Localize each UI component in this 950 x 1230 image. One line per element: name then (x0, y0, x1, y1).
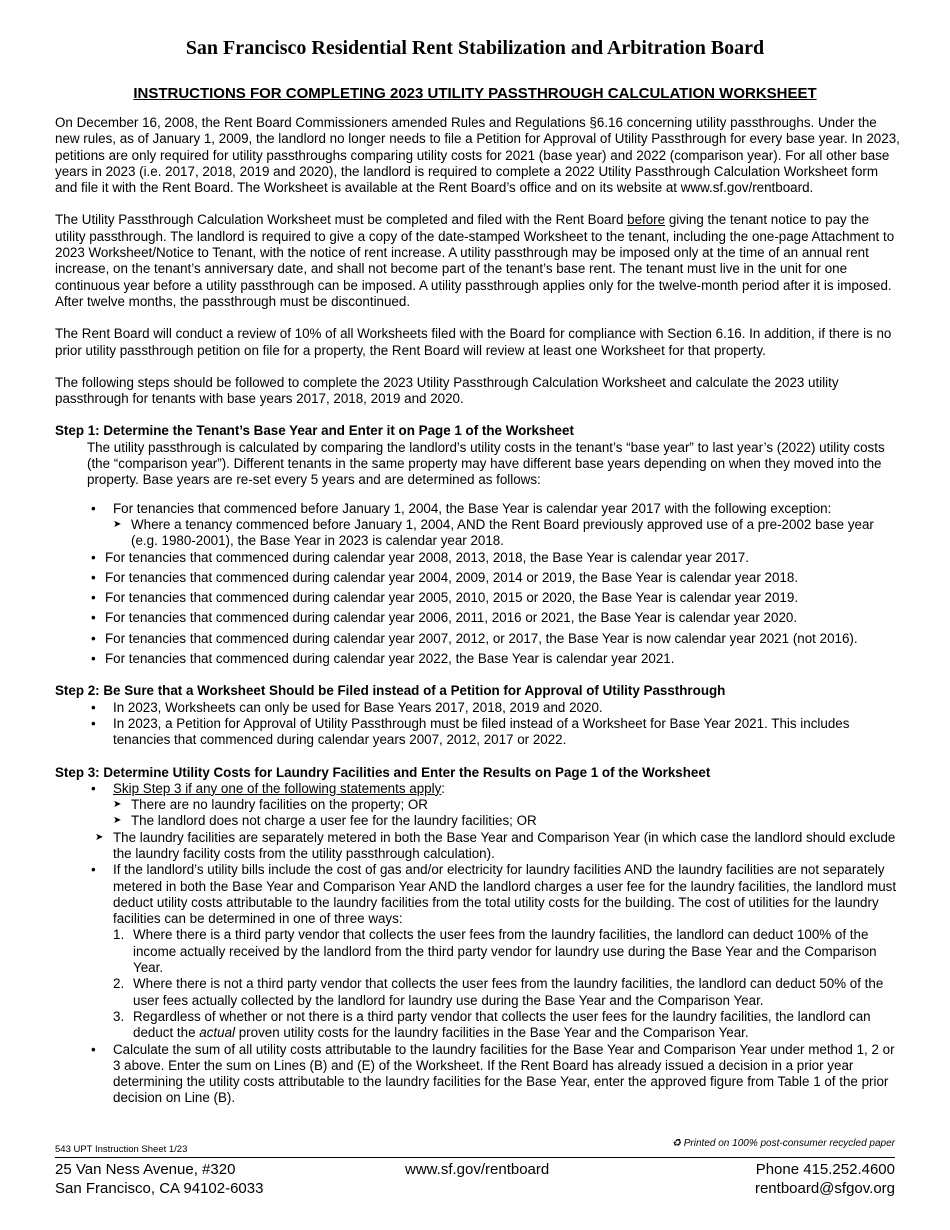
text: Regardless of whether or not there is a third party vendor that collects the user fees for the laundry facilities, the landlord can deduct the (133, 1008, 871, 1041)
step1-intro: The utility passthrough is calculated by comparing the landlord’s utility costs in the tenant’s “base year” to last year’s (2022) utility costs (the “comparison year”). Different tenants in the same property may have different base years depending on when they moved into the property. Base years are re-set every 5 years and are determined as follows: (87, 439, 885, 488)
list-item: • For tenancies that commenced during calendar year 2006, 2011, 2016 or 2021, the Base Year is calendar year 2020. (55, 610, 900, 626)
list-item (113, 976, 900, 1009)
text: : (441, 780, 446, 796)
item-number: 2. (113, 976, 125, 992)
text: Printed on 100% post-consumer recycled paper (683, 1138, 895, 1149)
address (55, 1160, 263, 1198)
skip-step3-text: Skip Step 3 if any one of the following statements apply (113, 780, 442, 796)
list-item: • For tenancies that commenced during calendar year 2007, 2012, or 2017, the Base Year is now calendar year 2021 (not 2016). (55, 631, 900, 647)
item-number: 3. (113, 1008, 125, 1024)
step3-bullets (55, 781, 900, 1107)
list-item: • For tenancies that commenced during calendar year 2022, the Base Year is calendar year 2021. (55, 651, 900, 667)
list-item: • In 2023, Worksheets can only be used for Base Years 2017, 2018, 2019 and 2020. (55, 700, 900, 716)
website-link[interactable]: www.sf.gov/rentboard (405, 1161, 550, 1178)
list-item: ➤ The laundry facilities are separately metered in both the Base Year and Comparison Year (in which case the landlord should exclude the laundry facility costs from the utility passthrough calculation). (95, 830, 900, 863)
list-item (55, 781, 900, 862)
steps-intro-paragraph: The following steps should be followed to complete the 2023 Utility Passthrough Calculation Worksheet and calculate the 2023 utility passthrough for tenants with base years 2017, 2018, 2019 and 2020. (55, 374, 839, 407)
text: proven utility costs for the laundry facilities in the Base Year and the Comparison Year. (235, 1025, 749, 1041)
list-item: • For tenancies that commenced during calendar year 2005, 2010, 2015 or 2020, the Base Year is calendar year 2019. (55, 590, 900, 606)
list-item: ➤ Where a tenancy commenced before January 1, 2004, AND the Rent Board previously approved use of a pre-2002 base year (e.g. 1980-2001), the Base Year in 2023 is calendar year 2018. (113, 517, 900, 550)
email-link[interactable]: rentboard@sfgov.org (754, 1180, 895, 1197)
step1-heading: Step 1: Determine the Tenant’s Base Year and Enter it on Page 1 of the Worksheet (55, 423, 574, 439)
document-title: INSTRUCTIONS FOR COMPLETING 2023 UTILITY PASSTHROUGH CALCULATION WORKSHEET (133, 85, 817, 102)
text: The Utility Passthrough Calculation Worksheet must be completed and filed with the Rent Board (55, 212, 628, 228)
list-item (55, 862, 900, 1041)
phone: Phone 415.252.4600 (755, 1161, 895, 1178)
list-item: • In 2023, a Petition for Approval of Utility Passthrough must be filed instead of a Worksheet for Base Year 2021. This includes tenancies that commenced during calendar years 2007, 2012, 2017 or 2022. (55, 716, 900, 749)
form-code: 543 UPT Instruction Sheet 1/23 (55, 1144, 188, 1155)
list-item: ➤ There are no laundry facilities on the property; OR (113, 797, 900, 813)
text: If the landlord’s utility bills include the cost of gas and/or electricity for laundry facilities AND the laundry facilities are not separately metered in both the Base Year and Comparison Year AND the landlord charges a user fee for the laundry facilities, the landlord must deduct utility costs attributable to the laundry facilities from the total utility costs for the building. The cost of utilities for the laundry facilities can be determined in one of three ways: (113, 862, 897, 927)
contact (755, 1160, 895, 1198)
list-item: ➤ The landlord does not charge a user fee for the laundry facilities; OR (113, 813, 900, 829)
step2-heading: Step 2: Be Sure that a Worksheet Should be Filed instead of a Petition for Approval of Utility Passthrough (55, 683, 726, 699)
emphasis-before: before (627, 212, 666, 228)
sub-list (113, 517, 900, 550)
list-item (55, 501, 900, 550)
intro-paragraph: On December 16, 2008, the Rent Board Commissioners amended Rules and Regulations §6.16 concerning utility passthroughs. Under the new rules, as of January 1, 2009, the landlord no longer needs to file a Petition for Approval of Utility Passthrough for every base year. In 2023, petitions are only required for utility passthroughs comparing utility costs for 2021 (base year) and 2022 (comparison year). For all other base years in 2023 (i.e. 2017, 2018, 2019 and 2020), the landlord is required to complete a 2022 Utility Passthrough Calculation Worksheet form and file it with the Rent Board. The Worksheet is available at the Rent Board’s office and on its website at www.sf.gov/rentboard. (55, 115, 900, 196)
recycled-note (672, 1136, 895, 1152)
list-item (113, 1009, 900, 1042)
list-item: • Calculate the sum of all utility costs attributable to the laundry facilities for the Base Year and Comparison Year under method 1, 2 or 3 above. Enter the sum on Lines (B) and (E) of the Worksheet. If the Rent Board has already issued a decision in a prior year determining the utility costs attributable to the laundry facilities for the Base Year, enter the approved figure from Table 1 of the prior decision on Line (B). (55, 1042, 900, 1107)
address-line: 25 Van Ness Avenue, #320 (55, 1161, 236, 1178)
text: giving the tenant notice to pay the utility passthrough. The landlord is required to give a copy of the date-stamped Worksheet to the tenant, including the one-page Attachment to 2023 Worksheet/Notice to Tenant, with the notice of rent increase. A utility passthrough may be imposed only at the time of an annual rent increase, on the tenant’s anniversary date, and shall not become part of the tenant’s base rent. The tenant must live in the unit for one continuous year before a utility passthrough can be imposed. A utility passthrough applies only for the twelve-month period after it is imposed. After twelve months, the passthrough must be discontinued. (55, 212, 895, 309)
organization-name: San Francisco Residential Rent Stabilization and Arbitration Board (185, 37, 765, 59)
text: For tenancies that commenced before January 1, 2004, the Base Year is calendar year 2017 with the following exception: (113, 500, 832, 516)
step3-heading: Step 3: Determine Utility Costs for Laundry Facilities and Enter the Results on Page 1 of the Worksheet (55, 764, 711, 780)
document-body (55, 115, 900, 1123)
address-line: San Francisco, CA 94102-6033 (55, 1180, 264, 1197)
text: Where there is not a third party vendor that collects the user fees from the laundry facilities, the landlord can deduct 50% of the user fees actually collected by the landlord for laundry use during the Base Year and the Comparison Year. (133, 976, 884, 1008)
emphasis-actual: actual (199, 1025, 235, 1041)
item-number: 1. (113, 927, 125, 943)
step1-bullets (55, 501, 900, 668)
filing-paragraph (55, 212, 900, 310)
list-item: • For tenancies that commenced during calendar year 2008, 2013, 2018, the Base Year is calendar year 2017. (55, 550, 900, 566)
review-paragraph: The Rent Board will conduct a review of 10% of all Worksheets filed with the Board for compliance with Section 6.16. In addition, if there is no prior utility passthrough petition on file for a property, the Rent Board will review at least one Worksheet for that property. (55, 326, 892, 358)
step2-bullets (55, 700, 900, 749)
methods-list (113, 927, 900, 1041)
footer-divider (55, 1157, 895, 1158)
list-item: • For tenancies that commenced during calendar year 2004, 2009, 2014 or 2019, the Base Year is calendar year 2018. (55, 570, 900, 586)
skip-conditions (113, 797, 900, 862)
recycle-icon: ♻ (672, 1138, 681, 1149)
text: Where there is a third party vendor that collects the user fees from the laundry facilities, the landlord can deduct 100% of the income actually received by the landlord from the third party vendor for laundry use during the Base Year and the Comparison Year. (133, 927, 877, 976)
list-item (113, 927, 900, 976)
